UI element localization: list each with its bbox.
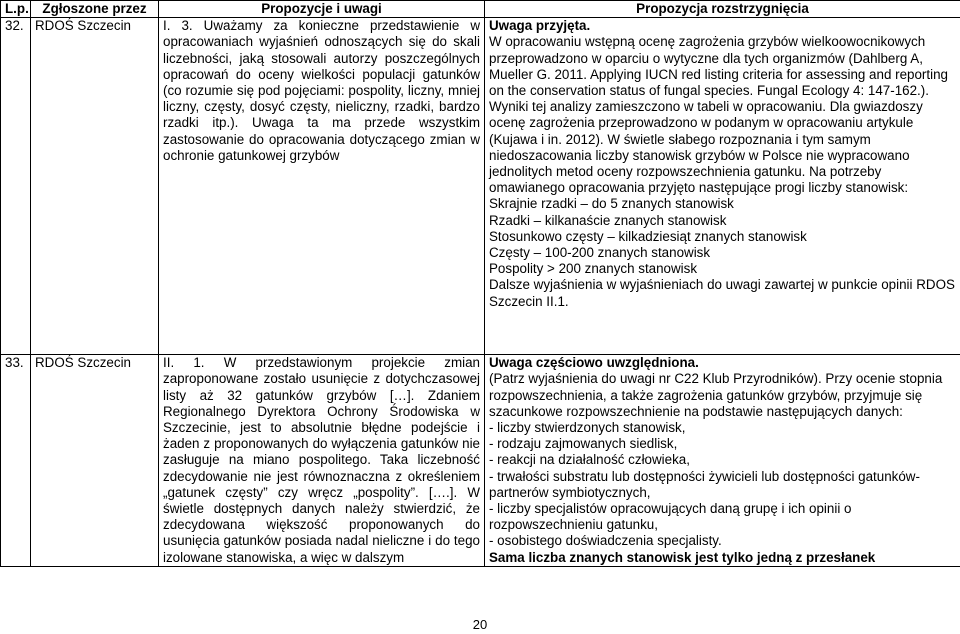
list-item: Pospolity > 200 znanych stanowisk (489, 261, 698, 277)
row-32-resolution-text: W opracowaniu wstępną ocenę zagrożenia grzybów wielkoowocnikowych przeprowadzono w oparciu o wytyczne dla tych organizmów (Dahlberg A, Mueller G. 2011. Applying IUCN red listing criteria for assessing and reporting on the conservation status of fungal species. Fungal Ecology 4: 147-162.). Wyniki tej analizy zamieszczono w tabeli w opracowaniu. Dla gwiazdoszy ocenę zagrożenia przeprowadzono w podanym w opracowaniu artykule (Kujawa i in. 2012). W świetle słabego rozpoznania i tym samym niedoszacowania liczby stanowisk grzybów w Polsce nie wypracowano jednolitych metod oceny rozpowszechnienia gatunku. Na potrzeby omawianego opracowania przyjęto następujące progi liczby stanowisk: (489, 34, 948, 196)
header-resolution: Propozycja rozstrzygnięcia (485, 1, 960, 18)
list-item: Skrajnie rzadki – do 5 znanych stanowisk (489, 196, 734, 212)
row-32-resolution-note: Dalsze wyjaśnienia w wyjaśnieniach do uwagi zawartej w punkcie opinii RDOS Szczecin II.1. (489, 277, 955, 309)
row-32-lp: 32. (1, 18, 31, 355)
header-proposals: Propozycje i uwagi (159, 1, 485, 18)
table-header-row (1, 1, 960, 18)
page-number: 20 (472, 617, 488, 632)
row-33-lp: 33. (1, 355, 31, 567)
list-item: - liczby stwierdzonych stanowisk, (489, 420, 686, 436)
list-item: - osobistego doświadczenia specjalisty. (489, 533, 722, 549)
list-item: Rzadki – kilkanaście znanych stanowisk (489, 212, 727, 228)
row-33-submitted-by: RDOŚ Szczecin (31, 355, 159, 567)
header-submitted-by: Zgłoszone przez (31, 1, 159, 18)
row-32-resolution (485, 18, 960, 355)
row-32-proposal: I. 3. Uważamy za konieczne przedstawienie w opracowaniach wyjaśnień odnoszących się do skali liczebności, jaką stosowali autorzy poszczególnych opracowań do oceny wielkości populacji gatunków (co rozumie się pod pojęciami: pospolity, liczny, mniej liczny, częsty, dosyć częsty, nieliczny, rzadki, bardzo rzadki itp.). Uwaga ta ma przede wszystkim zastosowanie do opracowania dotyczącego zmian w ochronie gatunkowej grzybów (159, 18, 485, 355)
row-33-resolution-final: Sama liczba znanych stanowisk jest tylko jedną z przesłanek (489, 549, 876, 565)
row-33-resolution-title: Uwaga częściowo uwzględniona. (489, 355, 699, 371)
header-lp: L.p. (1, 1, 31, 18)
row-32-submitted-by: RDOŚ Szczecin (31, 18, 159, 355)
row-33-resolution (485, 355, 960, 567)
list-item: - liczby specjalistów opracowujących daną grupę i ich opinii o rozpowszechnieniu gatunku, (489, 501, 852, 533)
table-row (1, 355, 960, 567)
list-item: - reakcji na działalność człowieka, (489, 452, 690, 468)
list-item: (Patrz wyjaśnienia do uwagi nr C22 Klub Przyrodników). Przy ocenie stopnia rozpowszechnienia, a także zagrożenia gatunków grzybów, przyjmuje się szacunkowe rozpowszechnienie na podstawie następujących danych: (489, 371, 943, 419)
table-row (1, 18, 960, 355)
list-item: - trwałości substratu lub dostępności żywicieli lub dostępności gatunków-partnerów symbiotycznych, (489, 468, 920, 500)
row-32-resolution-title: Uwaga przyjęta. (489, 18, 591, 34)
row-33-proposal: II. 1. W przedstawionym projekcie zmian zaproponowane zostało usunięcie z dotychczasowej listy aż 32 gatunków grzybów […]. Zdaniem Regionalnego Dyrektora Ochrony Środowiska w Szczecinie, jest to absolutnie błędne podejście i żaden z proponowanych do wyłączenia gatunków nie zasługuje na miano pospolitego. Taka liczebność zdecydowanie nie jest równoznaczna z określeniem „gatunek częsty” czy wręcz „pospolity”. [….]. W świetle dostępnych danych należy stwierdzić, że zdecydowana większość proponowanych do usunięcia gatunków posiada nadal nieliczne i do tego izolowane stanowiska, a więc w dalszym (159, 355, 485, 567)
list-item: Stosunkowo częsty – kilkadziesiąt znanych stanowisk (489, 228, 807, 244)
list-item: - rodzaju zajmowanych siedlisk, (489, 436, 678, 452)
list-item: Częsty – 100-200 znanych stanowisk (489, 245, 711, 261)
